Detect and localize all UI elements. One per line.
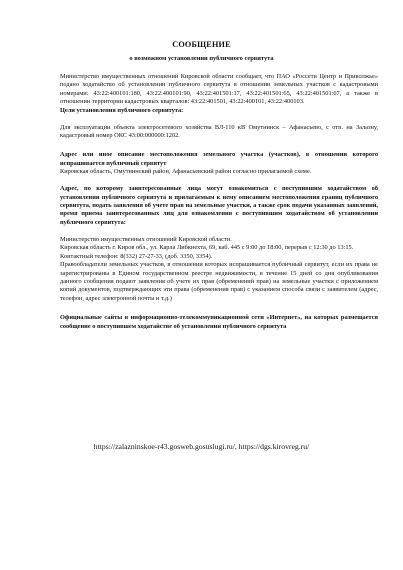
address-heading: Адрес или иное описание местоположения земельного участка (участков), в отношении которого испрашивается публичный сервитут	[60, 151, 378, 167]
purpose-text: Для эксплуатации объекта электросетевого хозяйства ВЛ-110 кВ Омутнинск – Афанасьево, с отп. на Залазну, кадастровый номер ОКС 43:00:000000:1202.	[60, 123, 378, 140]
purpose-heading: Цели установления публичного сервитута:	[60, 106, 184, 114]
intro-paragraph: Министерство имущественных отношений Кировской области сообщает, что ПАО «Россети Центр и Приволжье» подано ходатайство об установлении публичного сервитута в отношении земельных участков с кадастровыми номерами: 43:22:400101:180, 43:22:400101:90, 43:22:401501:17, 43:22:401501:65, 43:22:401501:67, а также в отношении территории кадастровых кварталов: 43:22:401501, 43:22:400101, 43:22:400103.	[60, 73, 378, 106]
document-subtitle: о возможном установлении публичного сервитута	[129, 55, 274, 62]
ministry-name: Министерство имущественных отношений Кировской области.	[60, 235, 232, 243]
contact-phone: Контактный телефон: 8(332) 27-27-33, (доб. 3350, 3354).	[60, 252, 213, 260]
document-body	[60, 73, 378, 331]
where-heading: Адрес, по которому заинтересованные лица могут ознакомиться с поступившим ходатайством об установлении публичного сервитута и прилагаемым к нему описанием местоположения границ публичного сервитута, подать заявления об учете прав на земельные участки, а также срок подачи указанных заявлений, время приема заинтересованных лиц для ознакомления с поступившим ходатайством об установлении публичного сервитута:	[60, 185, 378, 226]
official-sites-links[interactable]: https://zalazninskoe-r43.gosweb.gosuslugi.ru/, https://dgs.kirovreg.ru/	[93, 442, 310, 451]
address-text: Кировская область, Омутнинский район, Афанасьевский район согласно прилагаемой схеме.	[60, 168, 312, 176]
rights-paragraph: Правообладатели земельных участков, в отношении которых испрашивается публичный сервитут, если их права не зарегистрированы в Едином государственном реестре недвижимости, в течение 15 дней со дня опубликования данного сообщения подают заявления об учете их прав (обременений прав) на земельные участки с приложением копий документов, подтверждающих эти права (обременения прав) с указанием способа связи с заявителем (адрес, телефон, адрес электронной почты и т.д.)	[60, 261, 378, 302]
sites-heading: Официальные сайты в информационно-телекоммуникационной сети «Интернет», на которых размещается сообщение о поступившем ходатайстве об установлении публичного сервитута	[60, 314, 378, 330]
document-title: СООБЩЕНИЕ	[172, 40, 231, 49]
ministry-address: Кировская область г. Киров обл., ул. Карла Либкнехта, 69, каб. 445 с 9:00 до 18:00, перерыв с 12:30 до 13:15.	[60, 244, 354, 252]
